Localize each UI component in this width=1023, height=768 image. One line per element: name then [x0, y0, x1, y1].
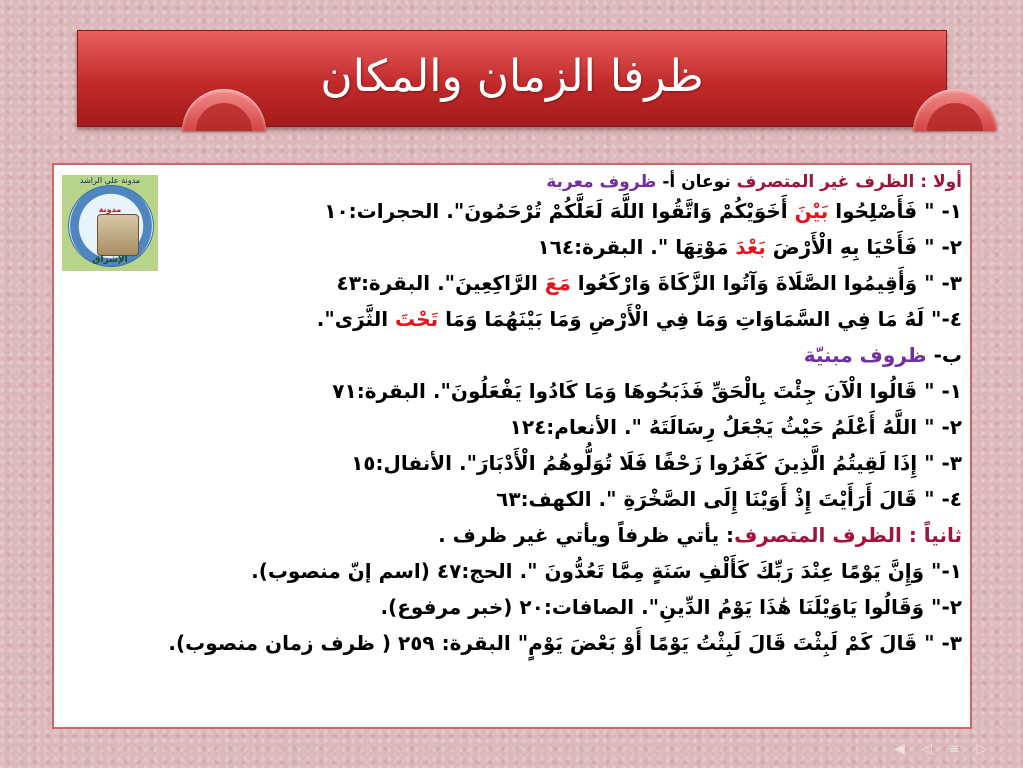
example-text: الرَّاكِعِينَ". البقرة:٤٣: [336, 271, 545, 295]
example-line: ٢-" وَقَالُوا يَاوَيْلَنَا هَٰذَا يَوْمُ الدِّينِ". الصافات:٢٠ (خبر مرفوع).: [380, 595, 962, 619]
logo-mid-text: مدونة: [98, 205, 122, 214]
section1-heading: [54, 171, 962, 193]
section2-heading: [54, 517, 962, 553]
highlighted-adverb: تَحْتَ: [395, 307, 439, 331]
content-panel: [52, 163, 972, 729]
example-text: ٣- " وَأَقِيمُوا الصَّلَاةَ وَآتُوا الزَّكَاةَ وَارْكَعُوا: [570, 271, 962, 295]
example-line: ١-" وَإِنَّ يَوْمًا عِنْدَ رَبِّكَ كَأَلْفِ سَنَةٍ مِمَّا تَعُدُّونَ ". الحج:٤٧ (اسم إنّ منصوب).: [251, 559, 962, 583]
example-text: ١- " فَأَصْلِحُوا: [828, 199, 962, 223]
section1-mid: نوعان أ-: [656, 172, 737, 192]
example-text: ٢- " فَأَحْيَا بِهِ الْأَرْضَ: [765, 235, 962, 259]
example-line: ٣- " إِذَا لَقِيتُمُ الَّذِينَ كَفَرُوا زَحْفًا فَلَا تُوَلُّوهُمُ الْأَدْبَارَ". الأنفال:١٥: [351, 451, 962, 475]
example-text: الثَّرَى".: [316, 307, 396, 331]
example-text: مَوْتِهَا ". البقرة:١٦٤: [537, 235, 736, 259]
example-line: ٤- " قَالَ أَرَأَيْتَ إِذْ أَوَيْنَا إِلَى الصَّخْرَةِ ". الكهف:٦٣: [496, 487, 962, 511]
example-line: ١- " قَالُوا الْآنَ جِئْتَ بِالْحَقِّ فَذَبَحُوهَا وَمَا كَادُوا يَفْعَلُونَ". البقرة:٧١: [332, 379, 962, 403]
example-text: أَخَوَيْكُمْ وَاتَّقُوا اللَّهَ لَعَلَّكُمْ تُرْحَمُونَ". الحجرات:١٠: [324, 199, 795, 223]
slide-title: ظرفا الزمان والمكان: [320, 51, 704, 102]
example-line: [54, 301, 962, 337]
section2-desc: : يأتي ظرفاً ويأتي غير ظرف .: [438, 523, 735, 547]
lesson-text: [54, 171, 962, 661]
section1-prefix: أولا : الظرف غير المتصرف: [736, 172, 962, 192]
section2-title: ثانياً : الظرف المتصرف: [734, 523, 962, 547]
logo-top-text: مدونة علي الراشد: [79, 176, 141, 185]
highlighted-adverb: بَعْدَ: [735, 235, 766, 259]
highlighted-adverb: مَعَ: [544, 271, 571, 295]
highlighted-adverb: بَيْنَ: [794, 199, 829, 223]
section1-suffix: ظروف معربة: [546, 172, 657, 192]
slide-nav-controls[interactable]: ◀ ◁ ≡ ▷: [894, 741, 994, 757]
example-line: [54, 229, 962, 265]
example-line: ٢- " اللَّهُ أَعْلَمُ حَيْثُ يَجْعَلُ رِسَالَتَهُ ". الأنعام:١٢٤: [509, 415, 962, 439]
logo-bottom-text: الإشراق: [92, 255, 128, 265]
example-line: [54, 193, 962, 229]
example-line: ٣- " قَالَ كَمْ لَبِثْتَ قَالَ لَبِثْتُ يَوْمًا أَوْ بَعْضَ يَوْمٍ" البقرة: ٢٥٩ ( ظرف زمان منصوب).: [168, 631, 962, 655]
section-b-heading: [54, 337, 962, 373]
title-banner: [77, 30, 947, 127]
example-text: ٤-" لَهُ مَا فِي السَّمَاوَاتِ وَمَا فِي الْأَرْضِ وَمَا بَيْنَهُمَا وَمَا: [438, 307, 962, 331]
example-line: [54, 265, 962, 301]
section-b-title: ظروف مبنيّة: [803, 343, 927, 367]
section-b-prefix: ب-: [926, 343, 962, 367]
